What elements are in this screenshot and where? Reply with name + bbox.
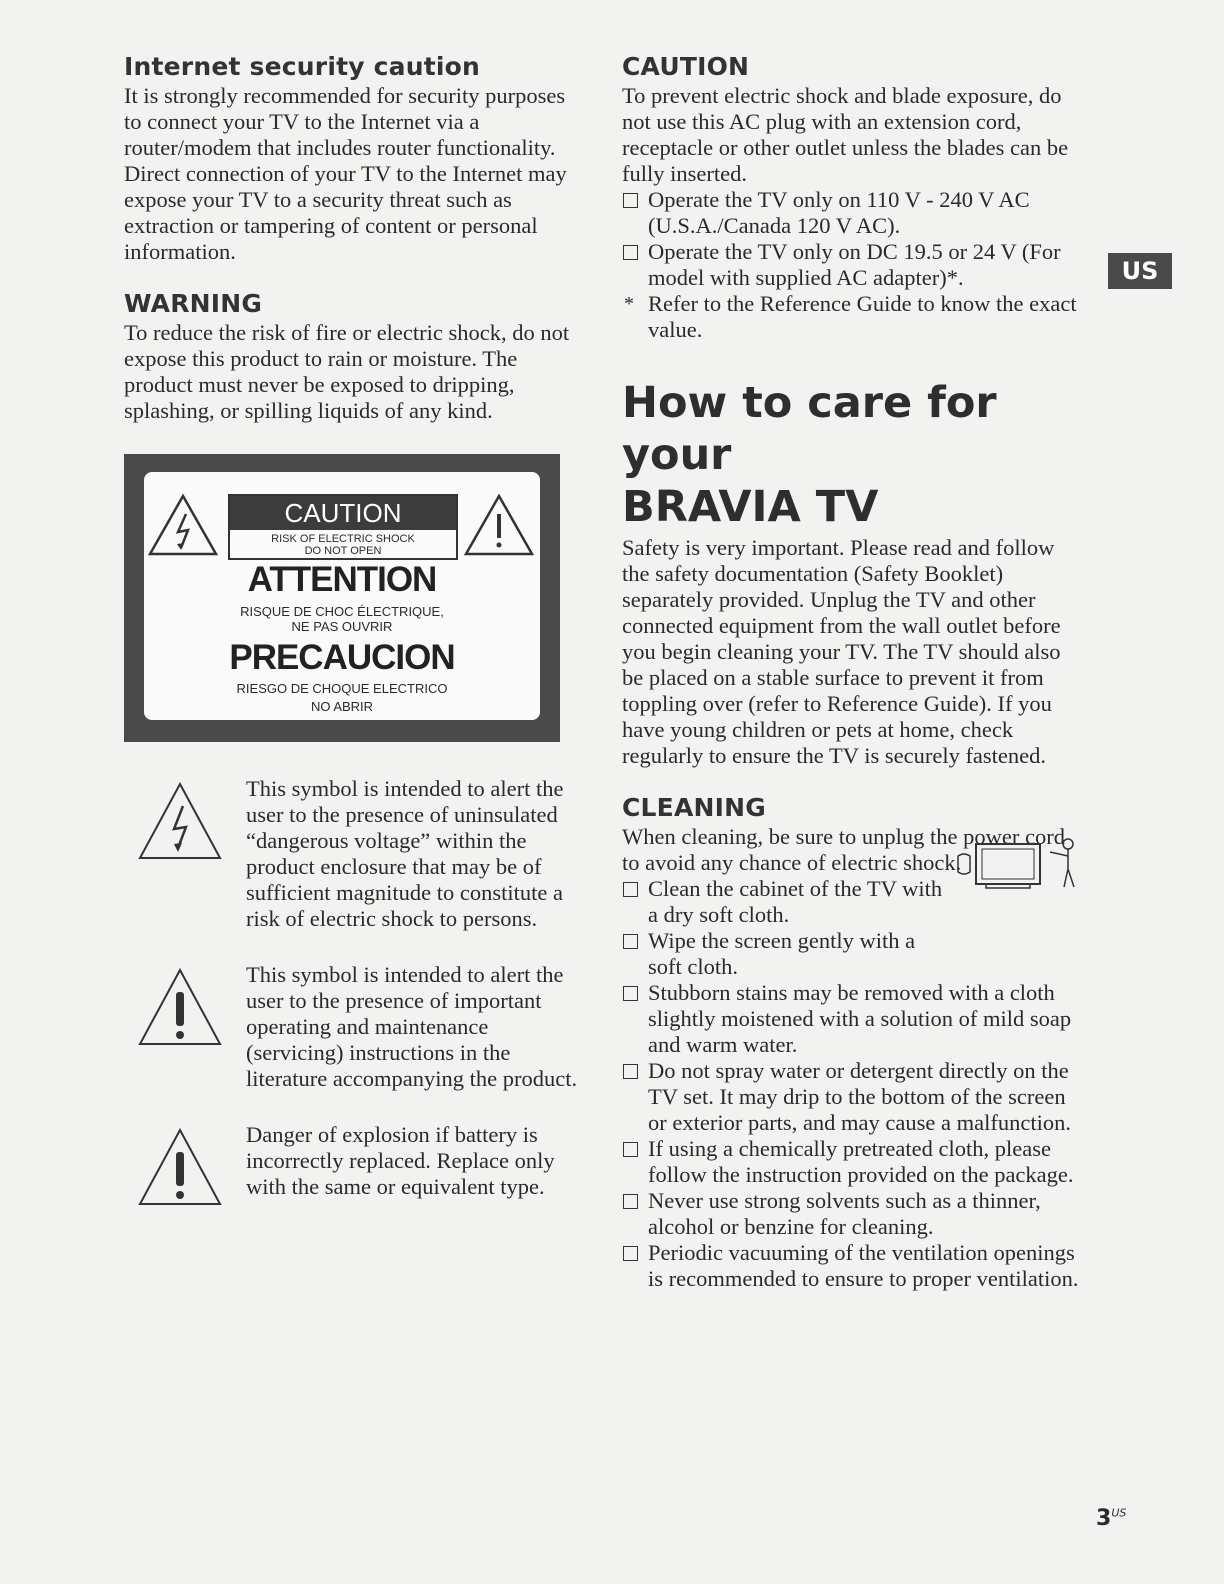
caution-label-title: CAUTION bbox=[230, 496, 456, 530]
symbol-description: This symbol is intended to alert the user to the presence of important operating and maintenance (servicing) instructions in the literature accompanying the product. bbox=[246, 962, 578, 1091]
caution-title-box bbox=[228, 494, 458, 560]
precaucion-subtitle-2: NO ABRIR bbox=[310, 699, 374, 714]
exclamation-triangle-icon bbox=[464, 494, 534, 556]
list-item: Periodic vacuuming of the ventilation openings is recommended to ensure to proper ventilation. bbox=[622, 1240, 1082, 1292]
caution-text: To prevent electric shock and blade exposure, do not use this AC plug with an extension cord, receptacle or other outlet unless the blades can be fully inserted. bbox=[622, 83, 1069, 186]
symbol-row bbox=[124, 776, 584, 932]
lightning-triangle-icon bbox=[148, 494, 218, 556]
symbol-row bbox=[124, 1122, 584, 1200]
symbol-description: This symbol is intended to alert the user to the presence of uninsulated “dangerous voltage” within the product enclosure that may be of sufficient magnitude to constitute a risk of electric shock to persons. bbox=[246, 776, 564, 931]
list-item: Operate the TV only on DC 19.5 or 24 V (For model with supplied AC adapter)*. bbox=[622, 239, 1082, 291]
page-title: How to care for your BRAVIA TV bbox=[622, 378, 997, 532]
precaucion-title: PRECAUCION bbox=[229, 638, 455, 677]
list-item: Wipe the screen gently with a soft cloth. bbox=[622, 928, 1082, 980]
checkbox-bullet-icon bbox=[623, 1142, 638, 1157]
exclamation-triangle-icon bbox=[138, 968, 222, 1046]
list-item: Operate the TV only on 110 V - 240 V AC (U.S.A./Canada 120 V AC). bbox=[622, 187, 1082, 239]
symbol-row bbox=[124, 962, 584, 1092]
tv-cleaning-illustration-icon bbox=[954, 836, 1082, 892]
right-column bbox=[622, 52, 1082, 1292]
footnote: * Refer to the Reference Guide to know the exact value. bbox=[624, 291, 1077, 342]
lightning-triangle-icon bbox=[138, 782, 222, 860]
care-text: Safety is very important. Please read and follow the safety documentation (Safety Booklet) separately provided. Unplug the TV and other connected equipment from the wall outlet before you begin cleaning your TV. The TV should also be placed on a stable surface to prevent it from toppling over (refer to Reference Guide). If you have young children or pets at home, check regularly to ensure the TV is securely fastened. bbox=[622, 535, 1061, 768]
checkbox-bullet-icon bbox=[623, 882, 638, 897]
list-item: Do not spray water or detergent directly on the TV set. It may drip to the bottom of the screen or exterior parts, and may cause a malfunction. bbox=[622, 1058, 1082, 1136]
internet-security-text: It is strongly recommended for security purposes to connect your TV to the Internet via a router/modem that includes router functionality. Direct connection of your TV to the Internet may expose your TV to a security threat such as extraction or tampering of content or personal information. bbox=[124, 83, 567, 264]
caution-label-panel bbox=[144, 472, 540, 720]
checkbox-bullet-icon bbox=[623, 934, 638, 949]
cleaning-heading: CLEANING bbox=[622, 793, 766, 822]
warning-heading: WARNING bbox=[124, 289, 263, 318]
left-column bbox=[124, 52, 584, 1200]
checkbox-bullet-icon bbox=[623, 1064, 638, 1079]
warning-text: To reduce the risk of fire or electric shock, do not expose this product to rain or moisture. The product must never be exposed to dripping, splashing, or spilling liquids of any kind. bbox=[124, 320, 570, 423]
list-item: Stubborn stains may be removed with a cloth slightly moistened with a solution of mild soap and warm water. bbox=[622, 980, 1082, 1058]
list-item: Clean the cabinet of the TV with a dry soft cloth. bbox=[622, 876, 1082, 928]
precaucion-subtitle: RIESGO DE CHOQUE ELECTRICO bbox=[236, 681, 448, 696]
caution-label-subtitle: RISK OF ELECTRIC SHOCK DO NOT OPEN bbox=[271, 533, 415, 557]
checkbox-bullet-icon bbox=[623, 193, 638, 208]
exclamation-triangle-icon bbox=[138, 1128, 222, 1206]
caution-label-image bbox=[124, 454, 560, 742]
checkbox-bullet-icon bbox=[623, 1194, 638, 1209]
internet-security-heading: Internet security caution bbox=[124, 52, 481, 81]
caution-heading: CAUTION bbox=[622, 52, 750, 81]
cleaning-text: When cleaning, be sure to unplug the power cord to avoid any chance of electric shock. bbox=[622, 824, 1065, 875]
region-tab: US bbox=[1108, 253, 1172, 289]
symbol-description: Danger of explosion if battery is incorrectly replaced. Replace only with the same or equivalent type. bbox=[246, 1122, 555, 1199]
attention-title: ATTENTION bbox=[247, 560, 437, 599]
list-item: If using a chemically pretreated cloth, please follow the instruction provided on the package. bbox=[622, 1136, 1082, 1188]
attention-subtitle: RISQUE DE CHOC ÉLECTRIQUE, NE PAS OUVRIR bbox=[240, 604, 444, 634]
checkbox-bullet-icon bbox=[623, 1246, 638, 1261]
asterisk-icon: * bbox=[624, 293, 634, 315]
checkbox-bullet-icon bbox=[623, 245, 638, 260]
list-item: Never use strong solvents such as a thinner, alcohol or benzine for cleaning. bbox=[622, 1188, 1082, 1240]
page-number: $3^{US}$ bbox=[1096, 1506, 1127, 1531]
checkbox-bullet-icon bbox=[623, 986, 638, 1001]
